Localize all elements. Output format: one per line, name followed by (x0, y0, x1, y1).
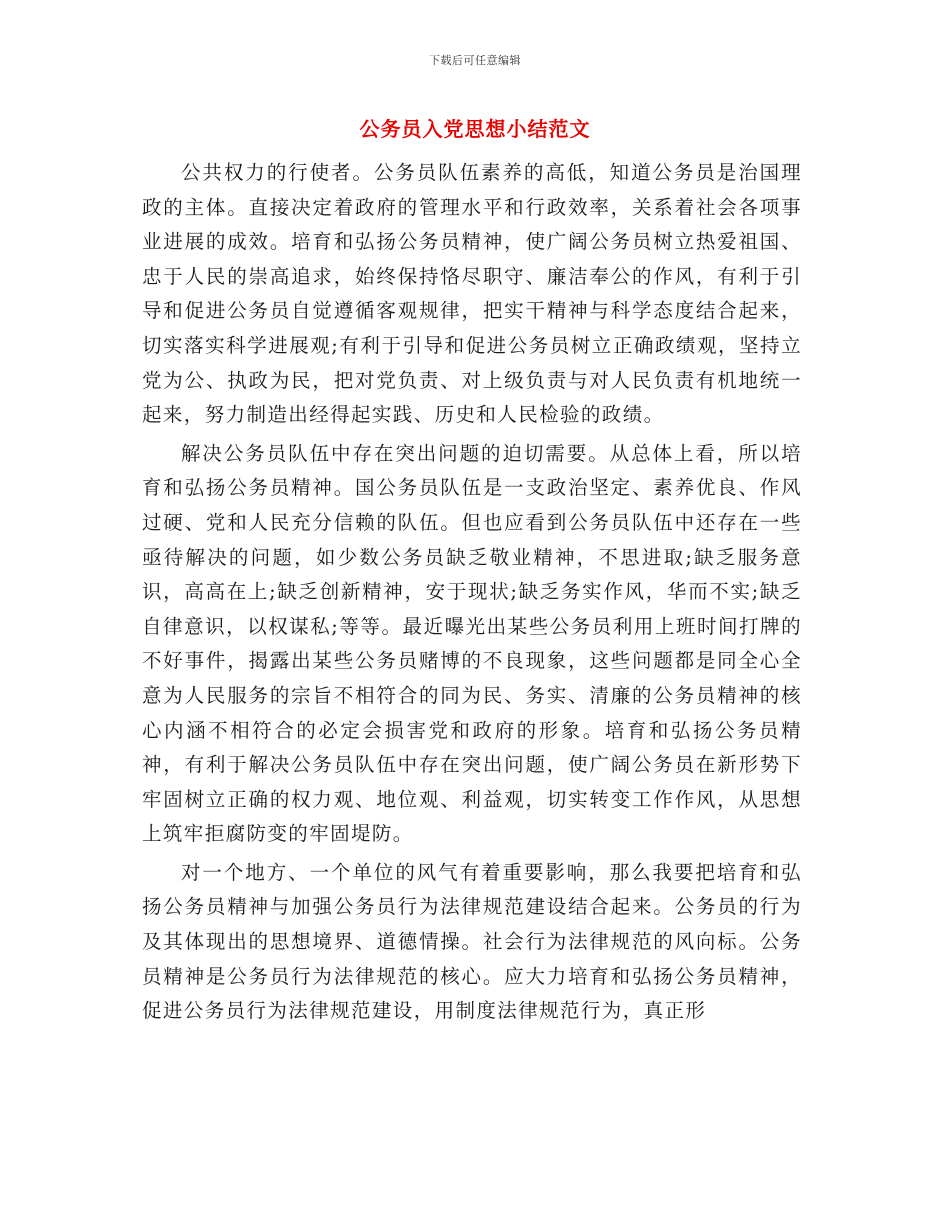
document-body (142, 156, 802, 1033)
document-title: 公务员入党思想小结范文 (359, 117, 591, 141)
page-header-note: 下载后可任意编辑 (429, 54, 521, 67)
paragraph: 解决公务员队伍中存在突出问题的迫切需要。从总体上看，所以培育和弘扬公务员精神。国公务员队伍是一支政治坚定、素养优良、作风过硬、党和人民充分信赖的队伍。但也应看到公务员队伍中还存在一些亟待解决的问题，如少数公务员缺乏敬业精神，不思进取;缺乏服务意识，高高在上;缺乏创新精神，安于现状;缺乏务实作风，华而不实;缺乏自律意识，以权谋私;等等。最近曝光出某些公务员利用上班时间打牌的不好事件，揭露出某些公务员赌博的不良现象，这些问题都是同全心全意为人民服务的宗旨不相符合的同为民、务实、清廉的公务员精神的核心内涵不相符合的必定会损害党和政府的形象。培育和弘扬公务员精神，有利于解决公务员队伍中存在突出问题，使广阔公务员在新形势下牢固树立正确的权力观、地位观、利益观，切实转变工作作风，从思想上筑牢拒腐防变的牢固堤防。 (142, 441, 802, 846)
paragraph: 公共权力的行使者。公务员队伍素养的高低，知道公务员是治国理政的主体。直接决定着政府的管理水平和行政效率，关系着社会各项事业进展的成效。培育和弘扬公务员精神，使广阔公务员树立热爱祖国、忠于人民的崇高追求，始终保持恪尽职守、廉洁奉公的作风，有利于引导和促进公务员自觉遵循客观规律，把实干精神与科学态度结合起来，切实落实科学进展观;有利于引导和促进公务员树立正确政绩观，坚持立党为公、执政为民，把对党负责、对上级负责与对人民负责有机地统一起来，努力制造出经得起实践、历史和人民检验的政绩。 (142, 161, 802, 427)
paragraph: 对一个地方、一个单位的风气有着重要影响，那么我要把培育和弘扬公务员精神与加强公务员行为法律规范建设结合起来。公务员的行为及其体现出的思想境界、道德情操。社会行为法律规范的风向标。公务员精神是公务员行为法律规范的核心。应大力培育和弘扬公务员精神，促进公务员行为法律规范建设，用制度法律规范行为，真正形 (142, 860, 802, 1023)
